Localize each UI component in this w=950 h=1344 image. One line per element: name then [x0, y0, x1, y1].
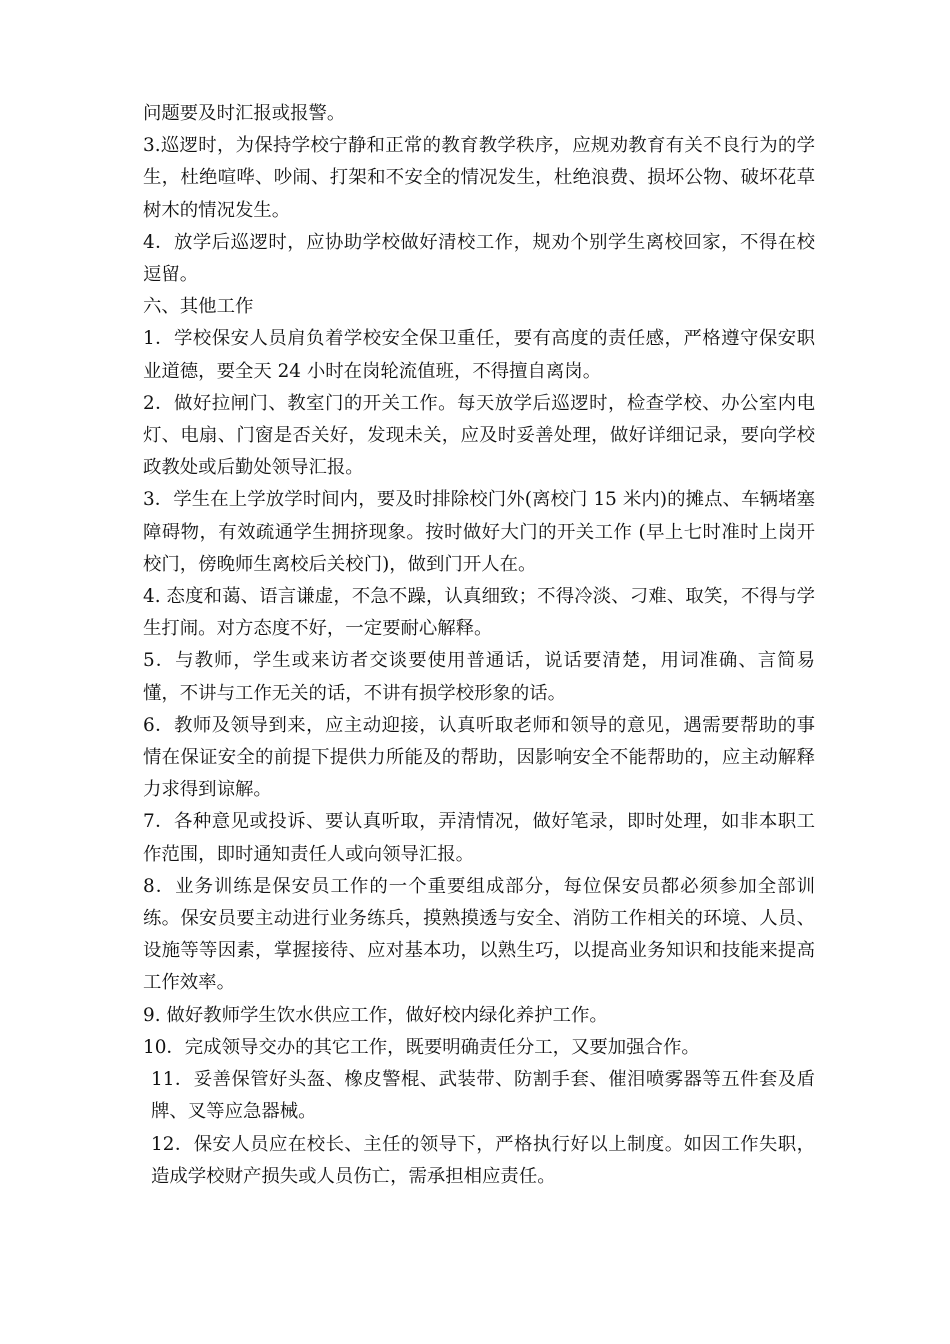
paragraph-item-11: 11．妥善保管好头盔、橡皮警棍、武装带、防割手套、催泪喷雾器等五件套及盾牌、叉等应急器械。 [151, 1069, 815, 1123]
paragraph-item-7: 7．各种意见或投诉、要认真听取，弄清情况，做好笔录，即时处理，如非本职工作范围，即时通知责任人或向领导汇报。 [143, 811, 815, 865]
paragraph-item-2: 2．做好拉闸门、教室门的开关工作。每天放学后巡逻时，检查学校、办公室内电灯、电扇、门窗是否关好，发现未关，应及时妥善处理，做好详细记录，要向学校政教处或后勤处领导汇报。 [143, 392, 815, 479]
paragraph-item-8: 8．业务训练是保安员工作的一个重要组成部分，每位保安员都必须参加全部训练。保安员要主动进行业务练兵，摸熟摸透与安全、消防工作相关的环境、人员、设施等等因素，掌握接待、应对基本功，以熟生巧，以提高业务知识和技能来提高工作效率。 [143, 875, 815, 994]
paragraph-item-9: 9. 做好教师学生饮水供应工作，做好校内绿化养护工作。 [143, 1004, 608, 1026]
paragraph-item-1: 1．学校保安人员肩负着学校安全保卫重任，要有高度的责任感，严格遵守保安职业道德，要全天 24 小时在岗轮流值班，不得擅自离岗。 [143, 328, 815, 382]
paragraph-item-5: 5．与教师，学生或来访者交谈要使用普通话，说话要清楚，用词准确、言简易懂，不讲与工作无关的话，不讲有损学校形象的话。 [143, 650, 815, 704]
paragraph-item-10: 10．完成领导交办的其它工作，既要明确责任分工，又要加强合作。 [143, 1036, 700, 1058]
paragraph-item-6: 6．教师及领导到来，应主动迎接，认真听取老师和领导的意见，遇需要帮助的事情在保证安全的前提下提供力所能及的帮助，因影响安全不能帮助的，应主动解释力求得到谅解。 [143, 714, 815, 801]
paragraph-item-12: 12．保安人员应在校长、主任的领导下，严格执行好以上制度。如因工作失职，造成学校财产损失或人员伤亡，需承担相应责任。 [151, 1133, 815, 1187]
paragraph-continuation: 问题要及时汇报或报警。 [143, 103, 346, 124]
document-body [143, 98, 815, 1193]
paragraph-item-4: 4. 态度和蔼、语言谦虚，不急不躁，认真细致；不得冷淡、刁难、取笑，不得与学生打闹。对方态度不好，一定要耐心解释。 [143, 586, 815, 640]
paragraph-item-3: 3．学生在上学放学时间内，要及时排除校门外(离校门 15 米内)的摊点、车辆堵塞障碍物，有效疏通学生拥挤现象。按时做好大门的开关工作 (早上七时准时上岗开校门，傍晚师生离校后关校门)，做到门开人在。 [143, 489, 815, 575]
section-heading-other-work: 六、其他工作 [143, 296, 254, 318]
paragraph-patrol-order: 3.巡逻时，为保持学校宁静和正常的教育教学秩序，应规劝教育有关不良行为的学生，杜绝喧哗、吵闹、打架和不安全的情况发生，杜绝浪费、损坏公物、破坏花草树木的情况发生。 [143, 135, 815, 221]
paragraph-after-school-patrol: 4．放学后巡逻时，应协助学校做好清校工作，规劝个别学生离校回家，不得在校逗留。 [143, 231, 815, 286]
